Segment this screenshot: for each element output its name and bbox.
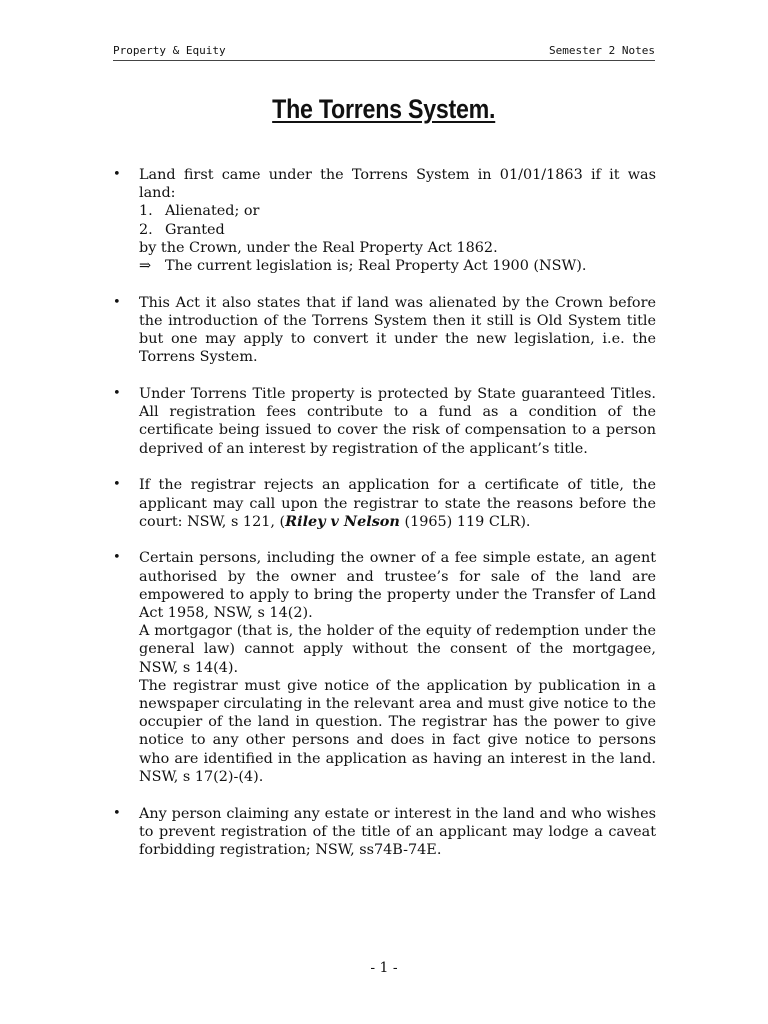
bullet-item-6	[113, 805, 656, 860]
list-number: 1.	[139, 203, 153, 220]
arrow-text: The current legislation is; Real Property Act 1900 (NSW).	[165, 258, 587, 275]
item-text-after: (1965) 119 CLR).	[399, 513, 531, 530]
bullet-icon: •	[113, 477, 121, 493]
bullet-icon: •	[113, 550, 121, 566]
bullet-icon: •	[113, 294, 121, 310]
item-intro: Land first came under the Torrens System in 01/01/1863 if it was land:	[139, 167, 656, 202]
numbered-item	[139, 202, 656, 220]
page-header	[113, 44, 655, 61]
list-text: Alienated; or	[165, 203, 260, 220]
item-text: If the registrar rejects an application for a certificate of title, the applicant may call upon the registrar to state the reasons before the court: NSW, s 121, (	[139, 477, 656, 530]
bullet-icon: •	[113, 167, 121, 182]
item-after-text: by the Crown, under the Real Property Act 1862.	[139, 239, 498, 256]
header-left: Property & Equity	[113, 44, 226, 57]
case-citation: Riley v Nelson	[285, 512, 400, 530]
arrow-line	[139, 257, 656, 275]
list-number: 2.	[139, 221, 153, 238]
bullet-item-1	[113, 166, 656, 275]
bullet-icon: •	[113, 386, 121, 402]
header-right: Semester 2 Notes	[549, 44, 655, 57]
item-paragraph-2: A mortgagor (that is, the holder of the equity of redemption under the general law) cannot apply without the consent of the mortgagee, NSW, s 14(4).	[139, 623, 656, 676]
item-text: This Act it also states that if land was alienated by the Crown before the introduction of the Torrens System then it still is Old System title but one may apply to convert it under the new legislation, i.e. the Torrens System.	[139, 294, 656, 366]
item-paragraph-3: The registrar must give notice of the application by publication in a newspaper circulating in the relevant area and must give notice to the occupier of the land in question. The registrar has the power to give notice to any other persons and does in fact give notice to persons who are identified in the application as having an interest in the land. NSW, s 17(2)-(4).	[139, 677, 656, 785]
numbered-item	[139, 221, 656, 239]
page-number: - 1 -	[370, 960, 398, 976]
bullet-item-4	[113, 476, 656, 531]
bullet-item-3	[113, 385, 656, 458]
item-text: Any person claiming any estate or interest in the land and who wishes to prevent registration of the title of an applicant may lodge a caveat forbidding registration; NSW, ss74B-74E.	[139, 805, 656, 858]
item-text-with-case	[139, 476, 656, 531]
bullet-item-5	[113, 549, 656, 786]
bullet-icon: •	[113, 805, 121, 821]
item-text: Under Torrens Title property is protected by State guaranteed Titles. All registration fees contribute to a fund as a condition of the certificate being issued to cover the risk of compensation to a person deprived of an interest by registration of the applicant’s title.	[139, 386, 656, 457]
bullet-item-2	[113, 294, 656, 367]
arrow-icon: ⇒	[139, 258, 152, 275]
bullet-list	[113, 166, 656, 878]
document-title: The Torrens System.	[272, 94, 496, 124]
item-paragraph-1: Certain persons, including the owner of a fee simple estate, an agent authorised by the owner and trustee’s for sale of the land are empowered to apply to bring the property under the Transfer of Land Act 1958, NSW, s 14(2).	[139, 550, 656, 622]
list-text: Granted	[165, 221, 225, 238]
document-title-wrap	[0, 94, 768, 125]
